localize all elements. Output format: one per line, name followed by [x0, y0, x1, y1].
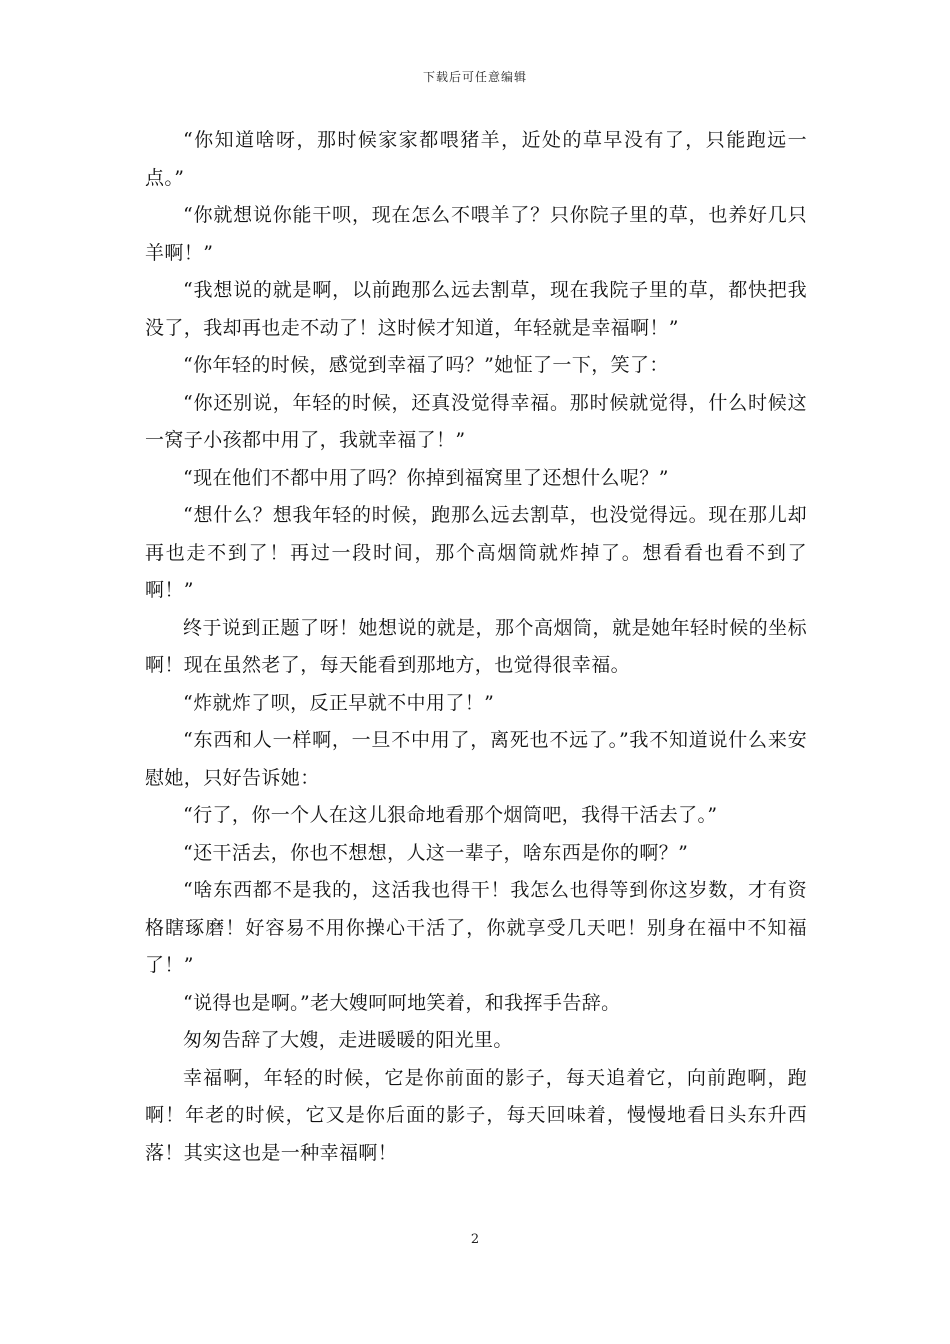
paragraph-10: “东西和人一样啊，一旦不中用了，离死也不远了。”我不知道说什么来安慰她，只好告诉她： — [145, 729, 807, 789]
paragraph-15: 匆匆告辞了大嫂，走进暖暖的阳光里。 — [183, 1029, 513, 1051]
paragraph-5: “你还别说，年轻的时候，还真没觉得幸福。那时候就觉得，什么时候这一窝子小孩都中用了，我就幸福了！” — [145, 391, 807, 451]
body-text — [145, 122, 807, 1172]
paragraph-11: “行了，你一个人在这儿狠命地看那个烟筒吧，我得干活去了。” — [183, 804, 718, 826]
paragraph-3: “我想说的就是啊，以前跑那么远去割草，现在我院子里的草，都快把我没了，我却再也走不动了！这时候才知道，年轻就是幸福啊！” — [145, 279, 807, 339]
paragraph-1: “你知道啥呀，那时候家家都喂猪羊，近处的草早没有了，只能跑远一点。” — [145, 129, 807, 189]
paragraph-14: “说得也是啊。”老大嫂呵呵地笑着，和我挥手告辞。 — [183, 991, 621, 1014]
paragraph-16: 幸福啊，年轻的时候，它是你前面的影子，每天追着它，向前跑啊，跑啊！年老的时候，它又是你后面的影子，每天回味着，慢慢地看日头东升西落！其实这也是一种幸福啊！ — [145, 1066, 807, 1164]
page-header: 下载后可任意编辑 — [422, 70, 527, 84]
paragraph-2: “你就想说你能干呗，现在怎么不喂羊了？只你院子里的草，也养好几只羊啊！” — [145, 204, 807, 264]
paragraph-7: “想什么？想我年轻的时候，跑那么远去割草，也没觉得远。现在那儿却再也走不到了！再过一段时间，那个高烟筒就炸掉了。想看看也看不到了啊！” — [145, 504, 807, 601]
page-number: 2 — [470, 1232, 480, 1247]
paragraph-6: “现在他们不都中用了吗？你掉到福窝里了还想什么呢？” — [183, 466, 669, 489]
paragraph-12: “还干活去，你也不想想，人这一辈子，啥东西是你的啊？” — [183, 841, 689, 864]
paragraph-8: 终于说到正题了呀！她想说的就是，那个高烟筒，就是她年轻时候的坐标啊！现在虽然老了，每天能看到那地方，也觉得很幸福。 — [145, 616, 807, 676]
paragraph-13: “啥东西都不是我的，这活我也得干！我怎么也得等到你这岁数，才有资格瞎琢磨！好容易不用你操心干活了，你就享受几天吧！别身在福中不知福了！” — [145, 879, 807, 976]
paragraph-4: “你年轻的时候，感觉到幸福了吗？”她怔了一下，笑了： — [183, 354, 669, 376]
paragraph-9: “炸就炸了呗，反正早就不中用了！” — [183, 691, 495, 714]
